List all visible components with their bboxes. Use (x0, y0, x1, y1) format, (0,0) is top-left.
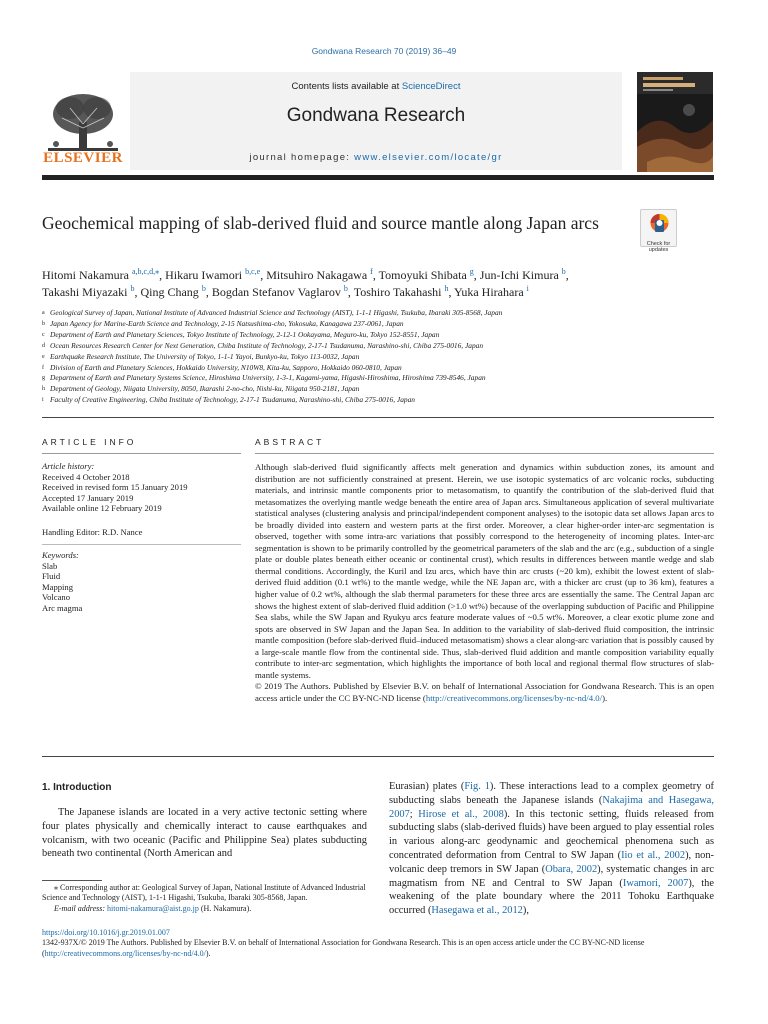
author-name[interactable]: Yuka Hirahara (454, 284, 524, 299)
affiliation-key: d (42, 342, 45, 349)
intro-text: ), the weakening of the plate boundary where the 2011 Tohoku Earthquake occurred ( (389, 877, 714, 917)
author-name[interactable]: Hikaru Iwamori (165, 268, 243, 282)
author-name[interactable]: Toshiro Takahashi (353, 284, 442, 299)
author-name[interactable]: Jun-Ichi Kimura (479, 268, 559, 282)
intro-text: ; (409, 808, 419, 820)
author-separator: , (134, 284, 141, 299)
author-separator: , (347, 284, 354, 299)
author-name[interactable]: Bogdan Stefanov Vaglarov (211, 284, 341, 299)
license-open: ( (42, 948, 45, 958)
affiliation-key: c (42, 331, 45, 338)
author-affiliation-marker[interactable]: b (130, 283, 135, 293)
keywords-label: Keywords: (42, 550, 79, 560)
article-history (42, 461, 242, 514)
license-close: ). (205, 948, 211, 958)
abstract-paragraph: Although slab-derived fluid significantly affects melt generation and dynamics within subduction zones, its amount and distribution are not sufficiently constrained at present. Herein, we use isotopic systematics of arc volcanic rocks, subducting materials, and intrinsic mantle components prior to metasomatism, to quantify the contribution of the slab-derived fluid that metasomatizes the overlying mantle wedge beneath the entire area of Japan arcs. Simultaneous application of several multivariate statistical analyses (clustering analysis and principal/independent component analyses) to the isotopic data set allows Japan arcs to be broadly divided into eastern and western parts at the first order. Moreover, a clear higher-order inter-arc segmentation is observed, together with some intra-arc variations that possibly correspond to the heterogeneity of incoming plates. Inter-arc segmentation is shown to be primarily controlled by the geometrical parameters of the slab and the arc (e.g., subduction of a single plate or double plates beneath either oceanic or continental crust), which results in differences between mantle wedge and slab thermal conditions. Accordingly, the Kuril and Izu arcs, which have thin arc crusts (~20 km), exhibit the lowest extent of slab-derived fluid addition (0.1 wt%) to the mantle wedge, while the NE Japan arc, with a thicker arc crust (up to 36 km), features a higher value of 0.2 wt%, although the slab thermal parameters for these three arcs are essentially the same. The Central Japan arc shows the highest extent of slab-derived fluid addition (>1.0 wt%) because of the overlapping subduction of Pacific and Philippine Sea slabs, while the SW Japan and Ryukyu arcs feature moderate values of ~0.5 wt%. Moreover, a clear exotic plume zone and spots are observed in SW Japan and the Japan Sea. In addition to the variability of slab-derived fluid composition, the intrinsic mantle composition (before slab-derived fluid–induced metasomatism) shows a clear along-arc variation that is possibly caused by a large-scale mantle flow from the continental side. Thus, slab-derived fluid addition and mantle composition variability equally contribute to inter-arc segmentation, which highlights the importance of both local and regional thermal flow structures of slab-mantle systems. (255, 462, 714, 680)
history-label: Article history: (42, 461, 95, 471)
affiliation-text: Department of Earth and Planetary Systems Science, Hiroshima University, 1-3-1, Kagami-yama, Higashi-Hiroshima, Hiroshima 739-8546, Japan (50, 373, 486, 383)
affiliation-key: f (42, 364, 44, 371)
homepage-prefix: journal homepage: (249, 152, 355, 163)
author-affiliation-marker[interactable]: i (526, 283, 529, 293)
elsevier-wordmark: ELSEVIER (43, 150, 123, 166)
affiliation-item (42, 373, 722, 384)
author-affiliation-marker[interactable]: b (343, 283, 348, 293)
affiliation-text: Ocean Resources Research Center for Next Generation, Chiba Institute of Technology, 2-17-1 Tsudanuma, Narashino-shi, Chiba 275-0016, Japan (50, 340, 484, 350)
article-info-heading: ARTICLE INFO (42, 437, 137, 447)
email-label: E-mail address: (54, 903, 108, 913)
copyright-text: © 2019 The Authors. Published by Elsevier B.V. on behalf of International Association for Gondwana Research. This is an open access article under the CC BY-NC-ND license ( (255, 681, 714, 703)
sciencedirect-link[interactable]: ScienceDirect (401, 81, 461, 92)
author-separator: , (565, 268, 569, 282)
journal-name: Gondwana Research (286, 105, 466, 126)
keyword-item: Fluid (42, 571, 61, 582)
author-name[interactable]: Qing Chang (140, 284, 199, 299)
introduction-column-2 (389, 780, 714, 918)
article-title: Geochemical mapping of slab-derived fluid and source mantle along Japan arcs (42, 213, 599, 233)
affiliation-key: g (42, 375, 45, 382)
history-item: Available online 12 February 2019 (42, 503, 162, 514)
author-separator: , (372, 268, 379, 282)
crossmark-label: Check for updates (646, 241, 671, 253)
reference-link[interactable]: Hasegawa et al., 2012 (431, 905, 523, 917)
license-line: 1342-937X/© 2019 The Authors. Published by Elsevier B.V. on behalf of International Association for Gondwana Research. This is an open access article under the CC BY-NC-ND license (42, 938, 645, 948)
section-divider (42, 756, 714, 757)
corresponding-author-footnote (42, 883, 370, 914)
author-affiliation-marker[interactable]: h (444, 283, 449, 293)
keyword-list (42, 550, 242, 614)
affiliation-text: Geological Survey of Japan, National Institute of Advanced Industrial Science and Technology (AIST), 1-1-1 Higashi, Tsukuba, Ibaraki 305-8568, Japan (50, 308, 503, 317)
affiliation-key: b (42, 320, 45, 327)
masthead-divider (42, 175, 714, 180)
author-name[interactable]: Mitsuhiro Nakagawa (266, 268, 368, 282)
footnote-divider (42, 880, 102, 881)
author-separator: , (159, 268, 166, 282)
affiliation-text: Division of Earth and Planetary Sciences, Hokkaido University, N10W8, Kita-ku, Sapporo, Hokkaido 060-0810, Japan (50, 362, 402, 372)
introduction-heading: 1. Introduction (42, 782, 112, 793)
contents-line (130, 81, 622, 92)
affiliation-item (42, 384, 722, 395)
author-separator: , (205, 284, 212, 299)
keyword-item: Slab (42, 560, 58, 571)
author-separator: , (260, 268, 267, 282)
license-link[interactable]: http://creativecommons.org/licenses/by-nc-nd/4.0/ (425, 692, 603, 703)
intro-text: ), (522, 905, 529, 917)
affiliation-text: Earthquake Research Institute, The University of Tokyo, 1-1-1 Yayoi, Bunkyo-ku, Tokyo 113-0032, Japan (50, 351, 360, 361)
reference-link[interactable]: Obara, 2002 (545, 863, 598, 875)
author-affiliation-marker[interactable]: a,b,c,d,⁎ (131, 267, 160, 276)
introduction-column-1: The Japanese islands are located in a very active tectonic setting where four plates physically and chemically interact to cause earthquakes and volcanism, with two oceanic (Pacific and Philippine Sea) plates subducting beneath two continental (North American and (42, 807, 367, 860)
crossmark-icon (641, 210, 678, 236)
affiliation-list (42, 308, 722, 406)
author-affiliation-marker[interactable]: f (370, 267, 373, 276)
journal-reference-link[interactable]: Gondwana Research 70 (2019) 36–49 (311, 46, 457, 56)
affiliation-key: i (42, 397, 44, 404)
author-affiliation-marker[interactable]: b (201, 283, 206, 293)
author-affiliation-marker[interactable]: b,c,e (245, 267, 261, 276)
keyword-item: Volcano (42, 592, 71, 603)
reference-link[interactable]: Iwamori, 2007 (622, 877, 689, 889)
author-name[interactable]: Takashi Miyazaki (42, 284, 128, 299)
intro-text: ). These interactions lead to a complex geometry of subducting slabs beneath the Japanese islands ( (389, 781, 714, 806)
email-suffix: (H. Nakamura). (198, 903, 252, 913)
check-for-updates-button[interactable] (640, 209, 677, 253)
author-affiliation-marker[interactable]: b (561, 267, 566, 276)
abstract-body (255, 462, 714, 704)
intro-text: Eurasian) plates ( (389, 781, 465, 792)
footnote-email-line (42, 904, 370, 914)
email-link[interactable]: hitomi-nakamura@aist.go.jp (107, 903, 199, 913)
doi-link[interactable]: https://doi.org/10.1016/j.gr.2019.01.007 (42, 928, 170, 937)
affiliation-item (42, 308, 722, 319)
affiliation-key: e (42, 353, 45, 360)
figure-1-link[interactable]: Fig. 1 (464, 781, 490, 792)
section-divider (42, 417, 714, 418)
author-separator: , (448, 284, 455, 299)
affiliation-text: Japan Agency for Marine-Earth Science and Technology, 2-15 Natsushima-cho, Yokosuka, Kanagawa 237-0061, Japan (50, 318, 404, 328)
intro-text: ). In this tectonic setting, fluids released from subducting slabs (slab-derived fluids) have been argued to play essential roles in various along-arc geodynamic and geochemical phenomena such as concentrated deformation from Central to SW Japan ( (389, 808, 715, 861)
handling-editor: Handling Editor: R.D. Nance (42, 527, 143, 537)
contents-prefix: Contents lists available at (291, 81, 402, 92)
affiliation-item (42, 330, 722, 341)
reference-link[interactable]: Hirose et al., 2008 (418, 808, 504, 820)
affiliation-key: a (42, 310, 45, 316)
abstract-heading: ABSTRACT (255, 437, 325, 447)
affiliation-item (42, 352, 722, 363)
affiliation-item (42, 341, 722, 352)
author-name[interactable]: Tomoyuki Shibata (378, 268, 467, 282)
reference-link[interactable]: Nakajima and Hasegawa, 2007 (389, 794, 714, 820)
affiliation-item (42, 363, 722, 374)
author-affiliation-marker[interactable]: g (469, 267, 474, 276)
author-list (42, 267, 722, 300)
doi-license-link[interactable]: http://creativecommons.org/licenses/by-nc-nd/4.0/ (44, 948, 206, 958)
journal-homepage-link[interactable]: www.elsevier.com/locate/gr (354, 152, 503, 163)
article-info-divider (42, 453, 241, 454)
affiliation-text: Department of Geology, Niigata University, 8050, Ikarashi 2-no-cho, Nishi-ku, Niigata 950-2181, Japan (50, 384, 360, 394)
reference-link[interactable]: Iio et al., 2002 (621, 849, 686, 861)
affiliation-key: h (42, 386, 45, 393)
footnote-text: ⁎ Corresponding author at: Geological Survey of Japan, National Institute of Advanced Industrial Science and Technology (AIST), 1-1-1 Higashi, Tsukuba, Ibaraki 305-8568, Japan. (42, 883, 366, 903)
copyright-end: ). (602, 692, 608, 703)
affiliation-item (42, 319, 722, 330)
intro-text: ), systematic changes in arc magmatism from NE and Central to SW Japan ( (389, 863, 714, 889)
doi-block (42, 928, 722, 959)
author-separator: , (473, 268, 480, 282)
abstract-copyright (255, 681, 714, 704)
abstract-divider (255, 453, 714, 454)
keyword-item: Arc magma (42, 602, 83, 613)
affiliation-text: Faculty of Creative Engineering, Chiba Institute of Technology, 2-17-1 Tsudanuma, Narashino-shi, Chiba 275-0016, Japan (50, 395, 415, 405)
homepage-line (130, 152, 622, 163)
history-item: Received 4 October 2018 (42, 471, 130, 482)
journal-cover-image[interactable] (637, 72, 713, 172)
keyword-item: Mapping (42, 581, 74, 592)
history-item: Accepted 17 January 2019 (42, 492, 134, 503)
affiliation-text: Department of Earth and Planetary Sciences, Tokyo Institute of Technology, 2-12-1 Ookayama, Meguro-ku, Tokyo 152-8551, Japan (50, 329, 440, 339)
history-item: Received in revised form 15 January 2019 (42, 482, 188, 493)
intro-text: ), non-volcanic deep tremors in SW Japan ( (389, 849, 715, 875)
affiliation-item (42, 395, 722, 406)
author-name[interactable]: Hitomi Nakamura (42, 268, 129, 282)
license-url-line (42, 949, 722, 959)
keywords-divider (42, 544, 241, 545)
